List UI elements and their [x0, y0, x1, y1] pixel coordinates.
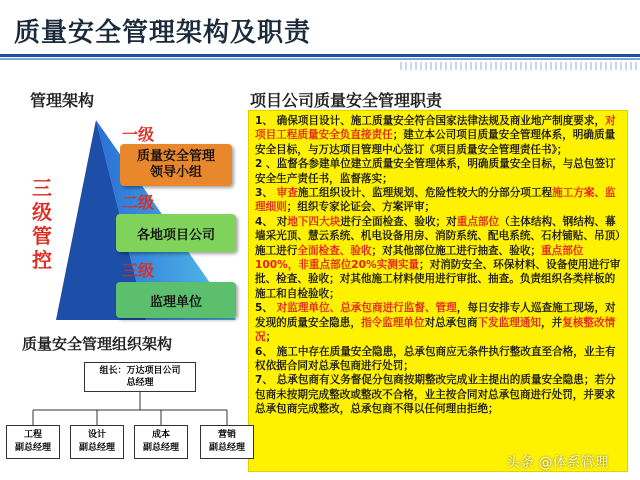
duty-text: 6、 施工中存在质量安全隐患，总承包商应无条件执行整改直至合格，业主有权依据合同对总承包商进行处罚； — [255, 345, 616, 372]
duty-text: ，并 — [541, 316, 563, 329]
duty-item — [255, 345, 621, 374]
org-leaf-line1: 设计 — [87, 430, 106, 440]
org-leaf-line2: 副总经理 — [14, 443, 51, 453]
duty-text: 对总承包商 — [424, 316, 478, 329]
duty-highlight: 地下四大块 — [287, 215, 341, 228]
duty-text: 施工组织设计、监理规划、危险性较大的分部分项工程 — [297, 187, 553, 200]
duty-item — [255, 215, 621, 301]
org-leaf-marketing — [200, 425, 254, 459]
tier-box-project-companies: 各地项目公司 — [116, 214, 236, 252]
vertical-char: 级 — [32, 200, 52, 224]
duty-highlight: 全面检查、验收 — [297, 244, 372, 257]
duty-item — [255, 157, 621, 186]
duty-item — [255, 301, 621, 344]
org-leaf-line2: 副总经理 — [142, 443, 179, 453]
duty-item — [255, 373, 621, 416]
duties-heading: 项目公司质量安全管理职责 — [250, 91, 443, 110]
tier-label-3: 三级 — [122, 261, 155, 280]
duty-text: ；对其他部位施工进行抽查、验收； — [371, 244, 542, 257]
duty-text: 1、 确保项目设计、施工质量安全符合国家法律法规及商业地产制度要求， — [255, 115, 606, 127]
org-leaf-line1: 成本 — [151, 430, 170, 440]
org-leaf-line2: 副总经理 — [208, 443, 245, 453]
vertical-char: 控 — [32, 248, 52, 272]
watermark: 头条 @体系管理 — [506, 455, 609, 471]
control-pyramid — [56, 120, 236, 320]
duty-highlight: 重点部位 — [456, 215, 500, 228]
tier-box-leadership-group: 质量安全管理 领导小组 — [120, 144, 232, 186]
duty-text: ，每日安排专人巡查施工现场，对发现的质量安全隐患， — [255, 302, 616, 329]
duty-highlight: 下发监理通知 — [477, 316, 542, 329]
org-head-line2: 总经理 — [126, 378, 154, 388]
duty-text: ；组织专家论证会、方案评审； — [286, 201, 436, 214]
duty-highlight: 复核整改情况 — [255, 316, 616, 344]
vertical-char: 管 — [32, 224, 52, 248]
duty-text: （主体结构、钢结构、幕墙采光顶、慧云系统、机电设备用房、消防系统、配电系统、石材铺贴、吊顶）施工进行 — [255, 215, 621, 257]
title-divider — [0, 54, 640, 57]
duty-text: 7、 总承包商有义务督促分包商按期整改完成业主提出的质量安全隐患；若分包商未按期完成整改或整改不合格，业主按合同对总承包商进行处罚，并要求总承包商完成整改，总承包商不得以任何理由拒绝； — [255, 374, 616, 416]
org-leaf-engineering — [6, 425, 60, 459]
duty-text: 2 、监督各参建单位建立质量安全管理体系，明确质量安全目标，与总包签订安全生产责任书，监督落实； — [255, 158, 616, 185]
duty-item — [255, 186, 621, 215]
duties-box — [248, 110, 628, 472]
duty-text: 5、 — [255, 302, 277, 315]
duty-text: ；对消防安全、环保材料、设备使用进行审批、检查、验收；对其他施工材料使用进行审批、抽查。负责组织各类样板的施工和自检验收； — [255, 259, 621, 300]
tier-label-2: 二级 — [122, 193, 155, 212]
duty-highlight: 对项目工程质量安全负直接责任 — [255, 115, 616, 142]
duty-text: ；建立本公司项目质量安全管理体系，明确质量安全目标，与万达项目管理中心签订《项目质量安全管理责任书》； — [255, 129, 616, 156]
org-leaf-line1: 营销 — [217, 430, 236, 440]
org-leaf-line2: 副总经理 — [78, 443, 115, 453]
three-level-control-label — [30, 176, 54, 272]
decorative-stripes — [400, 62, 640, 70]
duty-highlight: 对监理单位、总承包商进行监督、管理 — [276, 302, 457, 315]
org-head-line1: 组长：万达项目公司 — [99, 366, 181, 376]
duty-item — [255, 114, 621, 157]
org-leaf-cost — [134, 425, 188, 459]
duty-text: 进行全面检查、验收；对 — [340, 215, 457, 228]
duty-highlight: 重点部位100%，非重点部位20%实测实量 — [255, 244, 584, 272]
management-structure-heading: 管理架构 — [30, 91, 95, 110]
duty-text: 4、 对 — [255, 215, 288, 228]
duty-highlight: 施工方案、监理细则 — [255, 187, 616, 214]
org-head-box — [84, 362, 196, 392]
org-leaf-line1: 工程 — [23, 430, 42, 440]
tier-label-1: 一级 — [122, 125, 155, 144]
title-divider-thin — [0, 58, 640, 60]
tier-box-supervision-unit: 监理单位 — [116, 282, 236, 318]
vertical-char: 三 — [32, 176, 52, 200]
duty-highlight: 指令监理单位 — [360, 316, 425, 329]
page-title: 质量安全管理架构及职责 — [14, 18, 312, 48]
org-leaf-design — [70, 425, 124, 459]
org-chart-title: 质量安全管理组织架构 — [22, 335, 173, 353]
duty-text: 3、 — [255, 187, 277, 200]
duty-highlight: 审查 — [276, 187, 298, 200]
duty-text: ； — [265, 331, 277, 344]
